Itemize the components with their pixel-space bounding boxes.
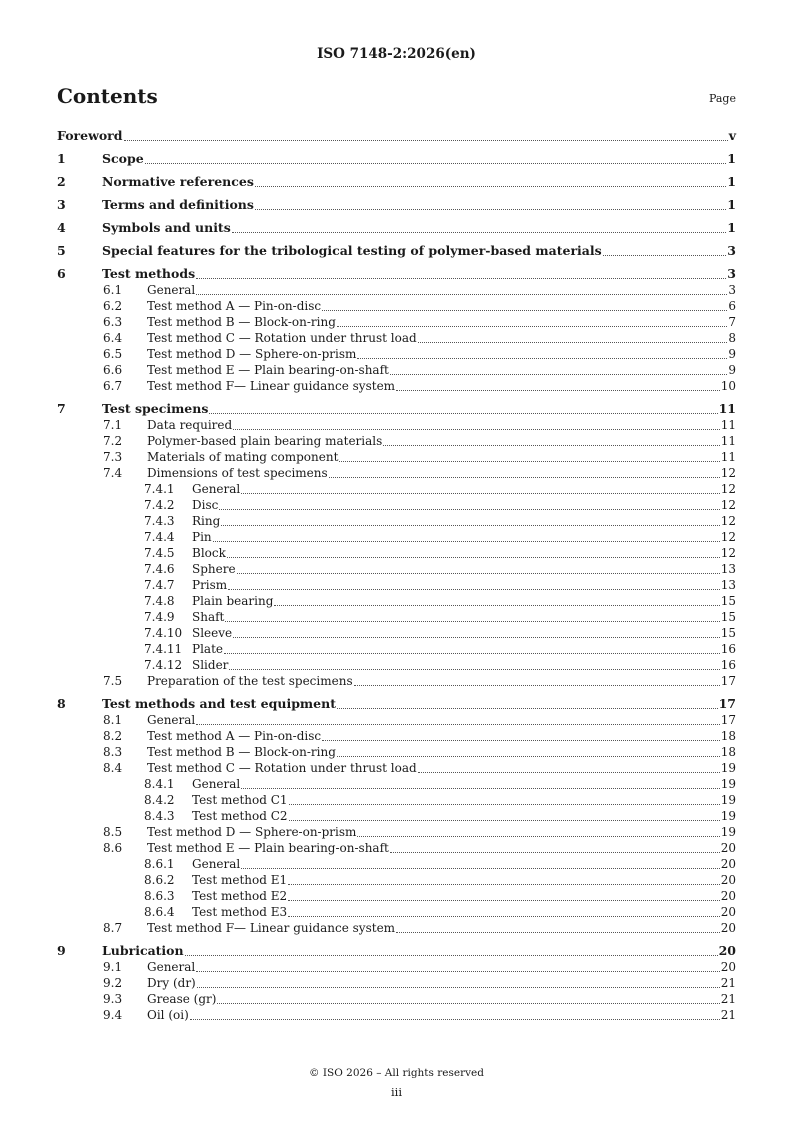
toc-entry-page: 1 [727,197,736,212]
toc-entry[interactable] [57,943,736,959]
toc-entry[interactable] [57,362,736,378]
toc-entry-number: 8.3 [103,745,123,759]
toc-leader-dots [233,637,720,638]
toc-entry[interactable] [57,609,736,625]
toc-entry-number: 6.2 [103,299,123,313]
toc-entry-number: 7.4.5 [144,546,175,560]
toc-leader-dots [255,209,726,210]
toc-leader-dots [227,557,720,558]
toc-entry-title: Pin [192,530,212,544]
toc-entry-title: Test specimens [102,401,209,416]
toc-entry-title: Plate [192,642,223,656]
toc-entry-number: 9.4 [103,1008,123,1022]
toc-entry-title: Test method E2 [192,889,288,903]
toc-entry-title: Special features for the tribological testing of polymer-based materials [102,243,602,258]
toc-entry-page: 20 [720,960,736,974]
toc-leader-dots [418,342,728,343]
toc-entry-page: 9 [728,363,736,377]
toc-entry-number: 7.3 [103,450,123,464]
toc-leader-dots [221,525,719,526]
toc-entry-page: 20 [720,889,736,903]
toc-leader-dots [219,509,719,510]
toc-entry-title: Sphere [192,562,236,576]
toc-entry-number: 7.4.3 [144,514,175,528]
toc-entry-number: 6 [57,266,66,281]
toc-entry-title: Test method B — Block-on-ring [147,745,336,759]
toc-leader-dots [233,429,720,430]
toc-entry-number: 9.2 [103,976,123,990]
toc-entry-page: 8 [728,331,736,345]
contents-title: Contents [57,84,158,108]
toc-entry-number: 8.1 [103,713,123,727]
toc-entry-title: Test method A — Pin-on-disc [147,299,322,313]
toc-entry-page: 11 [718,401,736,416]
page-column-label: Page [708,92,736,105]
toc-entry[interactable] [57,417,736,433]
toc-leader-dots [209,413,717,414]
toc-entry-page: 3 [727,266,736,281]
toc-leader-dots [396,390,720,391]
toc-entry-number: 8.6.1 [144,857,175,871]
toc-entry-page: 15 [720,626,736,640]
toc-entry[interactable] [57,744,736,760]
copyright-notice: © ISO 2026 – All rights reserved [309,1067,484,1079]
toc-entry[interactable] [57,243,736,259]
toc-leader-dots [396,932,720,933]
toc-entry-page: 11 [720,434,736,448]
toc-entry-page: 12 [720,466,736,480]
toc-leader-dots [337,708,718,709]
toc-entry-title: Dry (dr) [147,976,196,990]
toc-entry-number: 8.4 [103,761,123,775]
toc-entry-page: v [728,128,736,143]
toc-entry[interactable] [57,760,736,776]
toc-entry-page: 15 [720,594,736,608]
toc-entry-number: 7.4 [103,466,123,480]
toc-entry-number: 7.4.6 [144,562,175,576]
toc-entry-title: Test method C — Rotation under thrust load [147,761,417,775]
toc-entry-page: 11 [720,450,736,464]
toc-entry-page: 6 [728,299,736,313]
toc-entry-number: 8.7 [103,921,123,935]
toc-leader-dots [337,756,720,757]
toc-entry[interactable] [57,513,736,529]
toc-entry-title: Test method E — Plain bearing-on-shaft [147,841,389,855]
toc-leader-dots [232,232,727,233]
toc-entry-title: Test method F— Linear guidance system [147,921,396,935]
toc-entry[interactable] [57,840,736,856]
toc-entry-page: 16 [720,658,736,672]
toc-entry-page: 3 [727,243,736,258]
toc-entry-title: Scope [102,151,144,166]
toc-entry[interactable] [57,282,736,298]
toc-leader-dots [213,541,720,542]
toc-entry-page: 10 [720,379,736,393]
toc-leader-dots [289,804,720,805]
toc-entry-number: 7.4.7 [144,578,175,592]
toc-leader-dots [418,772,720,773]
toc-entry-page: 19 [720,825,736,839]
toc-entry-title: General [147,960,196,974]
toc-entry-page: 11 [720,418,736,432]
toc-entry[interactable] [57,824,736,840]
toc-leader-dots [228,589,720,590]
toc-entry-page: 3 [728,283,736,297]
toc-entry[interactable] [57,128,736,144]
toc-entry[interactable] [57,696,736,712]
toc-entry[interactable] [57,808,736,824]
toc-entry[interactable] [57,776,736,792]
toc-leader-dots [145,163,727,164]
document-id: ISO 7148-2:2026(en) [317,46,476,62]
toc-entry-title: Test method C1 [192,793,288,807]
toc-leader-dots [196,294,727,295]
toc-entry[interactable] [57,401,736,417]
toc-entry-title: Materials of mating component [147,450,339,464]
toc-entry-page: 15 [720,610,736,624]
toc-entry[interactable] [57,959,736,975]
toc-leader-dots [224,653,720,654]
toc-entry-title: Test method E — Plain bearing-on-shaft [147,363,389,377]
toc-entry-page: 12 [720,546,736,560]
toc-entry[interactable] [57,625,736,641]
toc-entry-page: 13 [720,578,736,592]
toc-leader-dots [217,1003,719,1004]
toc-entry-number: 3 [57,197,66,212]
toc-entry-number: 7.4.11 [144,642,183,656]
toc-entry-page: 18 [720,745,736,759]
toc-entry-number: 7.2 [103,434,123,448]
toc-entry-title: Shaft [192,610,225,624]
toc-entry-page: 12 [720,482,736,496]
toc-entry[interactable] [57,497,736,513]
toc-leader-dots [603,255,727,256]
toc-entry-title: Test methods [102,266,196,281]
toc-entry-title: Test method A — Pin-on-disc [147,729,322,743]
toc-entry-title: Slider [192,658,229,672]
toc-entry-number: 7 [57,401,66,416]
toc-leader-dots [124,140,728,141]
toc-entry[interactable] [57,856,736,872]
toc-entry[interactable] [57,561,736,577]
toc-entry[interactable] [57,1007,736,1023]
toc-entry[interactable] [57,712,736,728]
toc-entry-title: Prism [192,578,228,592]
toc-entry-title: Test method B — Block-on-ring [147,315,336,329]
toc-leader-dots [288,884,720,885]
toc-entry[interactable] [57,673,736,689]
toc-entry-page: 1 [727,174,736,189]
toc-entry-title: Ring [192,514,221,528]
toc-entry-number: 9.1 [103,960,123,974]
toc-entry[interactable] [57,593,736,609]
toc-entry-page: 16 [720,642,736,656]
toc-entry-number: 8.4.3 [144,809,175,823]
toc-leader-dots [255,186,726,187]
toc-entry-title: Test method E3 [192,905,288,919]
toc-entry-title: Test method C — Rotation under thrust load [147,331,417,345]
toc-entry[interactable] [57,433,736,449]
toc-entry-page: 20 [720,905,736,919]
toc-leader-dots [288,900,720,901]
toc-entry-title: General [192,482,241,496]
toc-leader-dots [390,374,728,375]
toc-entry[interactable] [57,151,736,167]
toc-entry[interactable] [57,545,736,561]
toc-entry-number: 7.5 [103,674,123,688]
toc-entry-title: Test method D — Sphere-on-prism [147,825,357,839]
toc-leader-dots [322,740,720,741]
toc-entry-number: 7.4.12 [144,658,183,672]
toc-leader-dots [322,310,727,311]
toc-entry-title: Block [192,546,226,560]
toc-entry-number: 8.2 [103,729,123,743]
toc-entry[interactable] [57,792,736,808]
toc-entry[interactable] [57,577,736,593]
toc-leader-dots [196,278,726,279]
toc-entry[interactable] [57,991,736,1007]
toc-entry-title: Test method C2 [192,809,288,823]
toc-entry-page: 20 [718,943,736,958]
toc-entry[interactable] [57,641,736,657]
toc-leader-dots [288,916,720,917]
toc-entry-title: Lubrication [102,943,184,958]
toc-leader-dots [185,955,718,956]
toc-entry-page: 18 [720,729,736,743]
toc-leader-dots [237,573,720,574]
toc-entry-number: 6.1 [103,283,123,297]
toc-entry[interactable] [57,657,736,673]
toc-entry-title: Foreword [57,128,123,143]
toc-leader-dots [241,493,719,494]
toc-leader-dots [241,788,719,789]
toc-entry-page: 20 [720,841,736,855]
toc-entry-title: Dimensions of test specimens [147,466,328,480]
toc-leader-dots [241,868,719,869]
toc-entry-number: 7.4.9 [144,610,175,624]
toc-entry-title: Test method E1 [192,873,288,887]
toc-entry-number: 4 [57,220,66,235]
toc-leader-dots [197,987,720,988]
toc-entry-title: Grease (gr) [147,992,217,1006]
toc-entry[interactable] [57,330,736,346]
toc-entry-number: 7.1 [103,418,123,432]
toc-entry-number: 6.6 [103,363,123,377]
toc-entry-title: General [192,857,241,871]
toc-entry-page: 1 [727,151,736,166]
toc-entry-number: 8.5 [103,825,123,839]
toc-entry[interactable] [57,220,736,236]
toc-entry-page: 21 [720,992,736,1006]
toc-entry[interactable] [57,298,736,314]
toc-leader-dots [274,605,719,606]
toc-entry-number: 9.3 [103,992,123,1006]
toc-leader-dots [357,358,727,359]
toc-leader-dots [196,971,719,972]
toc-entry-number: 7.4.4 [144,530,175,544]
toc-entry-number: 6.7 [103,379,123,393]
page-number: iii [390,1085,403,1099]
toc-leader-dots [337,326,727,327]
toc-entry-number: 2 [57,174,66,189]
toc-entry-number: 8.6.3 [144,889,175,903]
toc-entry-page: 19 [720,777,736,791]
table-of-contents [57,128,736,1023]
toc-entry-page: 19 [720,809,736,823]
toc-entry-title: Test method F— Linear guidance system [147,379,396,393]
toc-leader-dots [383,445,719,446]
toc-entry-page: 12 [720,530,736,544]
toc-entry-title: Polymer-based plain bearing materials [147,434,383,448]
toc-entry-title: Disc [192,498,219,512]
toc-entry[interactable] [57,378,736,394]
toc-leader-dots [339,461,719,462]
toc-entry-page: 9 [728,347,736,361]
toc-entry[interactable] [57,529,736,545]
toc-entry-number: 8.4.2 [144,793,175,807]
toc-entry[interactable] [57,888,736,904]
toc-entry-title: Terms and definitions [102,197,254,212]
toc-leader-dots [196,724,719,725]
toc-entry-page: 19 [720,793,736,807]
toc-entry-page: 20 [720,873,736,887]
toc-entry-number: 5 [57,243,66,258]
toc-entry-title: Sleeve [192,626,233,640]
toc-entry-page: 7 [728,315,736,329]
toc-entry-page: 21 [720,1008,736,1022]
toc-entry-number: 8.6.2 [144,873,175,887]
toc-entry-page: 19 [720,761,736,775]
toc-entry-number: 1 [57,151,66,166]
toc-entry-number: 8 [57,696,66,711]
toc-entry-number: 7.4.2 [144,498,175,512]
toc-entry-page: 12 [720,514,736,528]
toc-leader-dots [390,852,720,853]
toc-entry[interactable] [57,975,736,991]
toc-entry-number: 6.5 [103,347,123,361]
toc-entry-page: 12 [720,498,736,512]
toc-entry-page: 1 [727,220,736,235]
toc-leader-dots [225,621,719,622]
toc-leader-dots [357,836,719,837]
toc-entry-title: Data required [147,418,233,432]
toc-entry-number: 7.4.8 [144,594,175,608]
toc-entry[interactable] [57,481,736,497]
toc-entry[interactable] [57,465,736,481]
toc-entry-title: General [147,713,196,727]
toc-entry-title: Test methods and test equipment [102,696,336,711]
toc-entry-title: Preparation of the test specimens [147,674,353,688]
toc-entry[interactable] [57,346,736,362]
toc-entry-title: General [192,777,241,791]
toc-entry-number: 8.4.1 [144,777,175,791]
toc-entry-title: Test method D — Sphere-on-prism [147,347,357,361]
toc-entry[interactable] [57,197,736,213]
toc-entry[interactable] [57,449,736,465]
toc-entry-page: 21 [720,976,736,990]
toc-entry-title: Normative references [102,174,254,189]
toc-entry[interactable] [57,266,736,282]
toc-entry-number: 8.6 [103,841,123,855]
toc-entry-page: 20 [720,857,736,871]
toc-leader-dots [289,820,720,821]
toc-entry-title: Oil (oi) [147,1008,189,1022]
toc-entry-title: Symbols and units [102,220,231,235]
toc-entry-title: Plain bearing [192,594,274,608]
toc-entry[interactable] [57,314,736,330]
toc-entry-number: 6.3 [103,315,123,329]
toc-entry[interactable] [57,904,736,920]
toc-entry-number: 6.4 [103,331,123,345]
toc-entry-number: 9 [57,943,66,958]
toc-leader-dots [229,669,719,670]
toc-leader-dots [190,1019,720,1020]
toc-entry[interactable] [57,728,736,744]
toc-entry-number: 8.6.4 [144,905,175,919]
toc-entry[interactable] [57,920,736,936]
toc-entry-page: 20 [720,921,736,935]
toc-entry-page: 17 [720,713,736,727]
toc-entry[interactable] [57,174,736,190]
toc-entry-page: 17 [718,696,736,711]
toc-entry-page: 13 [720,562,736,576]
toc-leader-dots [354,685,720,686]
toc-entry[interactable] [57,872,736,888]
toc-entry-number: 7.4.10 [144,626,183,640]
toc-leader-dots [329,477,720,478]
toc-entry-page: 17 [720,674,736,688]
toc-entry-number: 7.4.1 [144,482,175,496]
toc-entry-title: General [147,283,196,297]
